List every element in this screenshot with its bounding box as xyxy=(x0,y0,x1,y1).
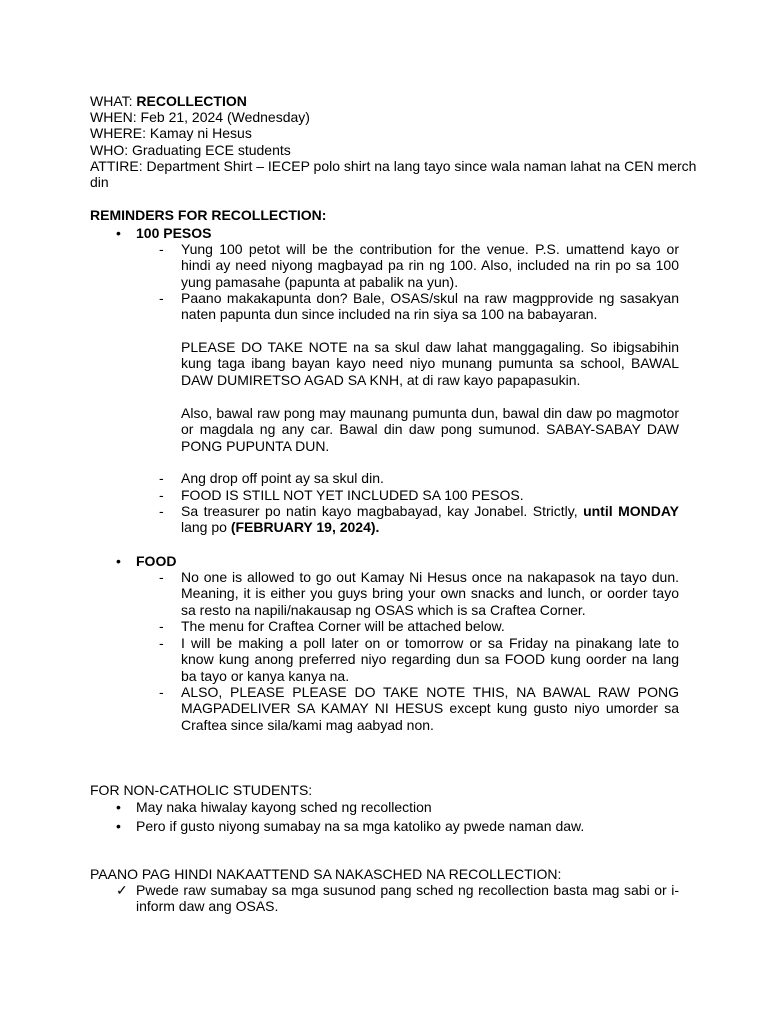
missed-item-join-next: Pwede raw sumabay sa mga susunod pang sched ng recollection basta mag sabi or i-inform daw ang OSAS. xyxy=(136,882,679,915)
dash-icon: - xyxy=(159,635,164,651)
what-value: RECOLLECTION xyxy=(136,93,247,109)
pesos-note-sabay: Also, bawal raw pong may maunang pumunta dun, bawal din daw po magmotor or magdala ng any car. Bawal din daw pong sumunod. SABAY-SABAY DAW PONG PUPUNTA DUN. xyxy=(181,405,679,454)
dash-icon: - xyxy=(159,684,164,700)
reminders-title: REMINDERS FOR RECOLLECTION: xyxy=(90,207,327,223)
pesos-item-transport: Paano makakapunta don? Bale, OSAS/skul na raw magpprovide ng sasakyan naten papunta dun since included na rin siya sa 100 na babayaran. xyxy=(181,290,679,323)
where-line: WHERE: Kamay ni Hesus xyxy=(90,125,252,141)
bullet-icon: • xyxy=(116,799,121,815)
attire-line-continued: din xyxy=(90,174,109,190)
what-label: WHAT: xyxy=(90,93,133,109)
who-line: WHO: Graduating ECE students xyxy=(90,142,291,158)
dash-icon: - xyxy=(159,503,164,519)
dash-icon: - xyxy=(159,569,164,585)
missed-title: PAANO PAG HINDI NAKAATTEND SA NAKASCHED NA RECOLLECTION: xyxy=(90,866,562,882)
food-item-no-leaving: No one is allowed to go out Kamay Ni Hesus once na nakapasok na tayo dun. Meaning, it is either you guys bring your own snacks and lunch, or oorder tayo sa resto na napili/nakausap ng OSAS which is sa Craftea Corner. xyxy=(181,569,679,618)
checkmark-icon: ✓ xyxy=(116,882,128,898)
pesos-note-take-note: PLEASE DO TAKE NOTE na sa skul daw lahat manggagaling. So ibigsabihin kung taga ibang bayan kayo need niyo munang pumunta sa school, BAWAL DAW DUMIRETSO AGAD SA KNH, at di raw kayo papapasukin. xyxy=(181,339,679,388)
pesos-heading: 100 PESOS xyxy=(136,225,212,241)
treasurer-text: Sa treasurer po natin kayo magbabayad, kay Jonabel. Strictly, xyxy=(181,503,584,519)
treasurer-text-mid: lang po xyxy=(181,519,231,536)
food-heading: FOOD xyxy=(136,553,177,569)
deadline-date: (FEBRUARY 19, 2024). xyxy=(230,519,380,536)
dash-icon: - xyxy=(159,487,164,503)
dash-icon: - xyxy=(159,241,164,257)
non-catholic-item-sched: May naka hiwalay kayong sched ng recollection xyxy=(136,799,432,815)
food-item-poll: I will be making a poll later on or tomorrow or sa Friday na pinakang late to know kung anong preferred niyo regarding dun sa FOOD kung oorder na lang ba tayo or kanya kanya na. xyxy=(181,635,679,684)
dash-icon: - xyxy=(159,470,164,486)
pesos-item-treasurer xyxy=(181,503,679,536)
pesos-item-dropoff: Ang drop off point ay sa skul din. xyxy=(181,470,384,486)
attire-line: ATTIRE: Department Shirt – IECEP polo shirt na lang tayo since wala naman lahat na CEN merch xyxy=(90,158,697,174)
non-catholic-title: FOR NON-CATHOLIC STUDENTS: xyxy=(90,782,313,798)
food-item-no-delivery: ALSO, PLEASE PLEASE DO TAKE NOTE THIS, NA BAWAL RAW PONG MAGPADELIVER SA KAMAY NI HESUS except kung gusto niyo umorder sa Craftea since sila/kami mag aabyad non. xyxy=(181,684,679,733)
what-line xyxy=(90,93,247,109)
bullet-icon: • xyxy=(116,553,121,569)
bullet-icon: • xyxy=(116,225,121,241)
pesos-item-food-not-included: FOOD IS STILL NOT YET INCLUDED SA 100 PESOS. xyxy=(181,487,524,503)
pesos-item-contribution: Yung 100 petot will be the contribution for the venue. P.S. umattend kayo or hindi ay need niyong magbayad pa rin ng 100. Also, included na rin po sa 100 yung pamasahe (papunta at pabalik na yun). xyxy=(181,241,679,290)
when-line: WHEN: Feb 21, 2024 (Wednesday) xyxy=(90,109,310,125)
deadline-day: until MONDAY xyxy=(583,503,680,519)
dash-icon: - xyxy=(159,618,164,634)
bullet-icon: • xyxy=(116,818,121,834)
non-catholic-item-join: Pero if gusto niyong sumabay na sa mga katoliko ay pwede naman daw. xyxy=(136,818,585,834)
dash-icon: - xyxy=(159,290,164,306)
food-item-menu: The menu for Craftea Corner will be attached below. xyxy=(181,618,505,634)
